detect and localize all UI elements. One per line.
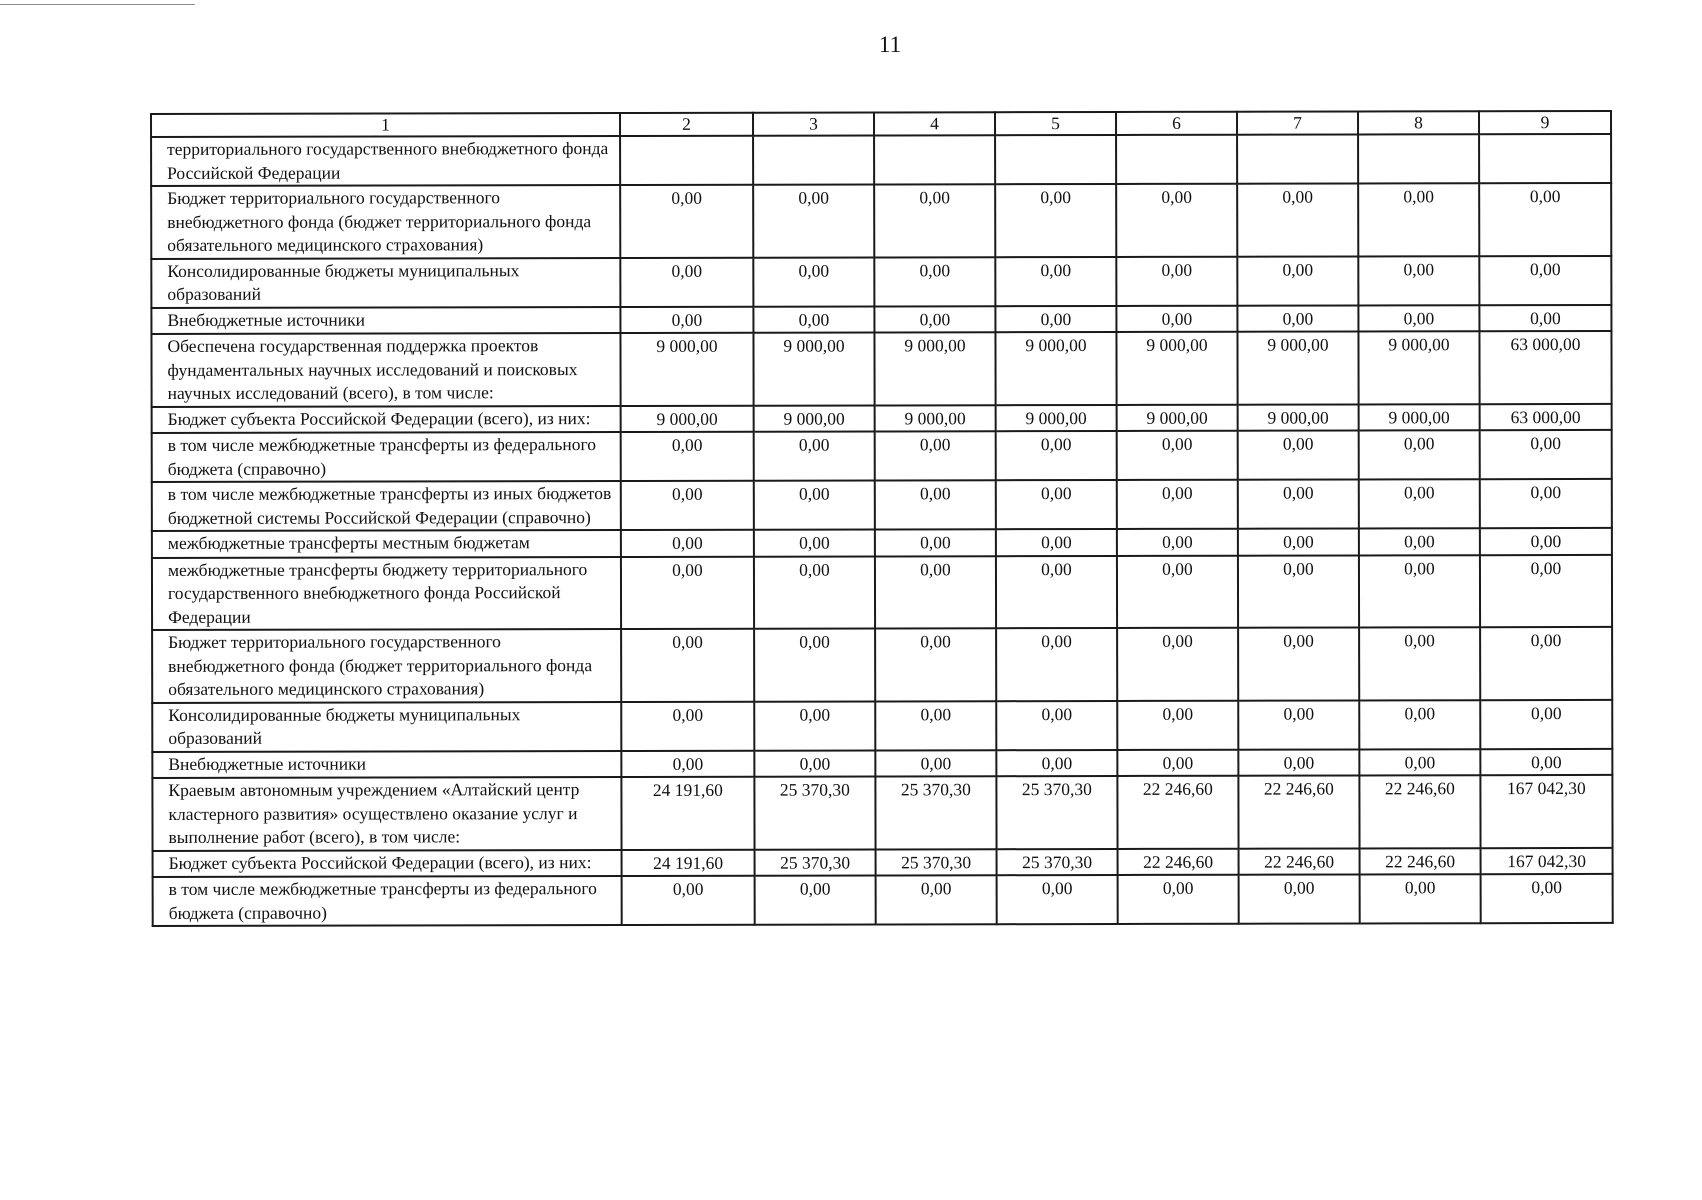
value-cell: 0,00 <box>996 749 1117 776</box>
table-row <box>151 255 1611 307</box>
value-cell: 0,00 <box>621 432 754 481</box>
value-cell: 0,00 <box>875 628 996 701</box>
value-cell: 0,00 <box>996 431 1117 480</box>
value-cell: 0,00 <box>1238 528 1359 555</box>
value-cell: 25 370,30 <box>754 776 875 849</box>
value-cell: 9 000,00 <box>753 332 874 405</box>
value-cell: 0,00 <box>995 305 1116 332</box>
table-row <box>152 748 1612 778</box>
value-cell: 0,00 <box>754 529 875 556</box>
row-label: в том числе межбюджетные трансферты из федерального бюджета (справочно) <box>152 432 621 482</box>
value-cell: 0,00 <box>1479 183 1611 256</box>
row-label: Внебюджетные источники <box>151 307 620 334</box>
column-header: 2 <box>620 113 753 136</box>
value-cell: 0,00 <box>1116 305 1237 332</box>
value-cell: 0,00 <box>620 257 753 306</box>
value-cell: 0,00 <box>1359 627 1480 700</box>
value-cell: 0,00 <box>875 701 996 750</box>
value-cell <box>1358 134 1479 183</box>
value-cell: 0,00 <box>1480 699 1612 748</box>
value-cell: 0,00 <box>996 700 1117 749</box>
value-cell: 0,00 <box>875 431 996 480</box>
value-cell: 0,00 <box>1238 749 1359 776</box>
column-header: 5 <box>995 112 1116 135</box>
value-cell: 0,00 <box>754 480 875 529</box>
table-row <box>152 479 1612 531</box>
value-cell: 0,00 <box>1238 627 1359 700</box>
row-label: территориального государственного внебюджетного фонда Российской Федерации <box>151 136 620 186</box>
value-cell: 0,00 <box>1237 183 1358 256</box>
value-cell: 0,00 <box>997 875 1118 924</box>
column-header: 3 <box>753 112 874 135</box>
value-cell: 0,00 <box>754 750 875 777</box>
table-body <box>151 134 1613 926</box>
value-cell: 0,00 <box>996 555 1117 628</box>
value-cell: 9 000,00 <box>1117 404 1238 431</box>
value-cell: 0,00 <box>753 306 874 333</box>
value-cell: 0,00 <box>1480 627 1612 700</box>
value-cell: 0,00 <box>1359 749 1480 776</box>
value-cell: 0,00 <box>620 306 753 333</box>
value-cell: 0,00 <box>753 257 874 306</box>
value-cell: 0,00 <box>1238 700 1359 749</box>
column-header: 9 <box>1479 111 1611 134</box>
value-cell <box>874 135 995 184</box>
value-cell: 0,00 <box>875 750 996 777</box>
value-cell: 0,00 <box>995 256 1116 305</box>
value-cell: 167 042,30 <box>1480 775 1612 848</box>
value-cell: 24 191,60 <box>621 777 754 850</box>
value-cell: 0,00 <box>1359 479 1480 528</box>
value-cell: 0,00 <box>1238 430 1359 479</box>
value-cell: 0,00 <box>754 628 875 701</box>
table-row <box>152 627 1612 703</box>
value-cell: 167 042,30 <box>1481 847 1613 874</box>
value-cell: 0,00 <box>875 480 996 529</box>
header-row <box>151 111 1611 137</box>
value-cell: 25 370,30 <box>997 848 1118 875</box>
row-label: Консолидированные бюджеты муниципальных образований <box>151 258 620 308</box>
value-cell: 0,00 <box>621 701 754 750</box>
value-cell: 9 000,00 <box>1358 331 1479 404</box>
value-cell: 9 000,00 <box>1238 404 1359 431</box>
value-cell <box>995 135 1116 184</box>
row-label: Обеспечена государственная поддержка проектов фундаментальных научных исследований и поисковых научных исследований (всего), в том числе: <box>151 333 620 406</box>
value-cell: 0,00 <box>1239 874 1360 923</box>
top-rule <box>0 4 195 5</box>
value-cell: 0,00 <box>621 629 754 702</box>
value-cell: 0,00 <box>621 530 754 557</box>
table-row <box>152 554 1612 630</box>
value-cell: 25 370,30 <box>996 776 1117 849</box>
value-cell: 9 000,00 <box>754 405 875 432</box>
value-cell: 0,00 <box>1480 554 1612 627</box>
value-cell: 22 246,60 <box>1118 848 1239 875</box>
value-cell: 0,00 <box>874 306 995 333</box>
page-number: 11 <box>878 32 902 57</box>
value-cell: 0,00 <box>1479 304 1611 331</box>
row-label: Внебюджетные источники <box>152 751 621 778</box>
value-cell: 0,00 <box>995 184 1116 257</box>
value-cell: 0,00 <box>621 556 754 629</box>
value-cell: 25 370,30 <box>755 849 876 876</box>
row-label: Бюджет субъекта Российской Федерации (всего), из них: <box>153 850 622 877</box>
value-cell: 0,00 <box>1479 255 1611 304</box>
value-cell: 0,00 <box>1118 875 1239 924</box>
value-cell: 22 246,60 <box>1239 848 1360 875</box>
value-cell: 0,00 <box>1480 528 1612 555</box>
value-cell: 9 000,00 <box>875 405 996 432</box>
value-cell: 0,00 <box>1359 555 1480 628</box>
value-cell: 0,00 <box>1117 480 1238 529</box>
value-cell: 0,00 <box>996 628 1117 701</box>
row-label: межбюджетные трансферты бюджету территориального государственного внебюджетного фонда Российской Федерации <box>152 557 621 630</box>
row-label: Бюджет территориального государственного внебюджетного фонда (бюджет территориального фонда обязательного медицинского страхования) <box>151 185 620 258</box>
value-cell: 0,00 <box>1358 256 1479 305</box>
value-cell: 9 000,00 <box>996 404 1117 431</box>
value-cell: 0,00 <box>876 875 997 924</box>
value-cell: 0,00 <box>1480 748 1612 775</box>
column-header: 4 <box>874 112 995 135</box>
value-cell: 0,00 <box>1480 430 1612 479</box>
value-cell: 0,00 <box>1116 256 1237 305</box>
row-label: в том числе межбюджетные трансферты из иных бюджетов бюджетной системы Российской Федерации (справочно) <box>152 481 621 531</box>
value-cell: 0,00 <box>1359 700 1480 749</box>
row-label: межбюджетные трансферты местным бюджетам <box>152 530 621 557</box>
value-cell: 0,00 <box>1360 874 1481 923</box>
column-header: 8 <box>1358 111 1479 134</box>
value-cell: 0,00 <box>1237 256 1358 305</box>
row-label: Консолидированные бюджеты муниципальных образований <box>152 702 621 752</box>
table-row <box>151 183 1611 259</box>
table-row <box>151 331 1611 407</box>
table-row <box>152 775 1612 851</box>
table-row <box>152 403 1612 433</box>
value-cell: 0,00 <box>1117 628 1238 701</box>
table-row <box>152 430 1612 482</box>
value-cell: 9 000,00 <box>1359 404 1480 431</box>
value-cell: 0,00 <box>754 556 875 629</box>
value-cell: 22 246,60 <box>1238 775 1359 848</box>
value-cell: 9 000,00 <box>874 332 995 405</box>
table-row <box>151 304 1611 334</box>
value-cell: 0,00 <box>755 875 876 924</box>
value-cell: 0,00 <box>1481 874 1613 923</box>
value-cell: 22 246,60 <box>1360 848 1481 875</box>
table-row <box>153 847 1613 877</box>
value-cell: 9 000,00 <box>1116 332 1237 405</box>
value-cell: 0,00 <box>1117 700 1238 749</box>
value-cell: 0,00 <box>1117 431 1238 480</box>
value-cell <box>753 135 874 184</box>
value-cell: 0,00 <box>1116 184 1237 257</box>
value-cell: 63 000,00 <box>1479 331 1611 404</box>
column-header: 1 <box>151 113 620 137</box>
value-cell: 22 246,60 <box>1359 775 1480 848</box>
value-cell: 0,00 <box>874 257 995 306</box>
column-header: 6 <box>1116 112 1237 135</box>
value-cell: 0,00 <box>1358 183 1479 256</box>
value-cell: 63 000,00 <box>1480 403 1612 430</box>
value-cell: 9 000,00 <box>620 333 753 406</box>
table-row <box>151 134 1611 186</box>
value-cell: 0,00 <box>996 529 1117 556</box>
value-cell: 0,00 <box>1237 305 1358 332</box>
row-label: Краевым автономным учреждением «Алтайский центр кластерного развития» осуществлено оказание услуг и выполнение работ (всего), в том числе: <box>152 777 621 850</box>
value-cell: 0,00 <box>1480 479 1612 528</box>
value-cell: 22 246,60 <box>1117 776 1238 849</box>
value-cell <box>620 136 753 185</box>
value-cell: 0,00 <box>1358 305 1479 332</box>
value-cell: 0,00 <box>875 556 996 629</box>
value-cell: 0,00 <box>621 750 754 777</box>
value-cell: 9 000,00 <box>1237 331 1358 404</box>
value-cell: 0,00 <box>875 529 996 556</box>
value-cell: 9 000,00 <box>995 332 1116 405</box>
value-cell: 0,00 <box>620 185 753 258</box>
table-row <box>152 528 1612 558</box>
value-cell: 0,00 <box>753 184 874 257</box>
column-header: 7 <box>1237 111 1358 134</box>
row-label: Бюджет субъекта Российской Федерации (всего), из них: <box>152 406 621 433</box>
value-cell: 0,00 <box>1117 555 1238 628</box>
row-label: в том числе межбюджетные трансферты из федерального бюджета (справочно) <box>153 876 622 926</box>
budget-table <box>150 110 1614 927</box>
value-cell <box>1479 134 1611 183</box>
value-cell: 0,00 <box>622 876 755 925</box>
row-label: Бюджет территориального государственного внебюджетного фонда (бюджет территориального фонда обязательного медицинского страхования) <box>152 629 621 702</box>
value-cell: 0,00 <box>621 481 754 530</box>
value-cell: 9 000,00 <box>621 405 754 432</box>
table-row <box>152 699 1612 751</box>
value-cell: 0,00 <box>1359 430 1480 479</box>
value-cell: 0,00 <box>1117 529 1238 556</box>
value-cell: 0,00 <box>1238 479 1359 528</box>
value-cell: 0,00 <box>1238 555 1359 628</box>
value-cell: 0,00 <box>996 480 1117 529</box>
value-cell: 0,00 <box>1359 528 1480 555</box>
value-cell: 0,00 <box>1117 749 1238 776</box>
value-cell: 0,00 <box>874 184 995 257</box>
value-cell: 0,00 <box>754 701 875 750</box>
value-cell: 25 370,30 <box>876 849 997 876</box>
table-row <box>153 874 1613 926</box>
value-cell: 25 370,30 <box>875 776 996 849</box>
value-cell <box>1237 134 1358 183</box>
value-cell: 0,00 <box>754 431 875 480</box>
value-cell <box>1116 135 1237 184</box>
value-cell: 24 191,60 <box>622 849 755 876</box>
